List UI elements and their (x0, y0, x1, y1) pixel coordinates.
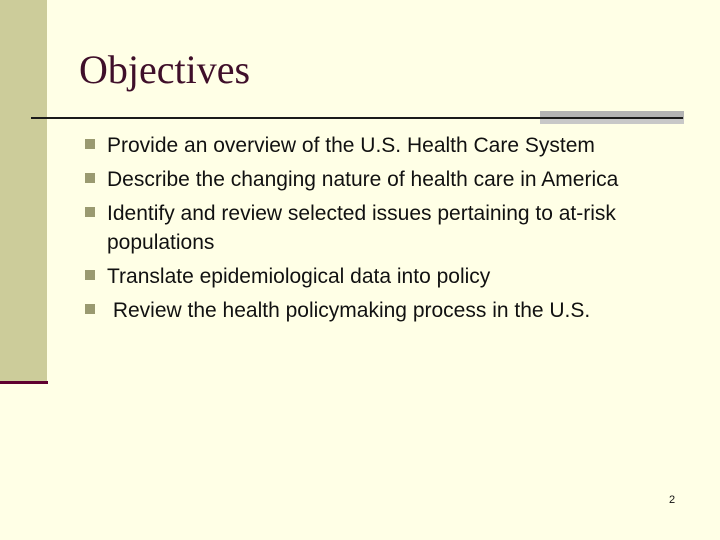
bullet-text: Provide an overview of the U.S. Health Care System (107, 134, 595, 157)
bullet-text: Identify and review selected issues pertaining to at-risk populations (107, 202, 616, 254)
slide-title: Objectives (79, 47, 251, 92)
bullet-item (84, 262, 684, 291)
bullet-text: Translate epidemiological data into policy (107, 265, 491, 288)
square-bullet-icon (85, 207, 95, 217)
bullet-item (84, 199, 684, 257)
square-bullet-icon (85, 139, 95, 149)
square-bullet-icon (85, 173, 95, 183)
title-rule (31, 117, 683, 119)
bullet-item (84, 131, 684, 160)
bullet-text: Describe the changing nature of health care in America (107, 168, 619, 191)
title-accent-bar-shadow (540, 119, 684, 124)
page-number: 2 (669, 494, 676, 506)
side-band-rule (0, 381, 48, 384)
bullet-text: Review the health policymaking process in the U.S. (107, 299, 591, 322)
square-bullet-icon (85, 304, 95, 314)
bullet-item (84, 296, 684, 325)
square-bullet-icon (85, 270, 95, 280)
side-band (0, 0, 47, 383)
bullet-item (84, 165, 684, 194)
bullet-list (84, 131, 684, 330)
